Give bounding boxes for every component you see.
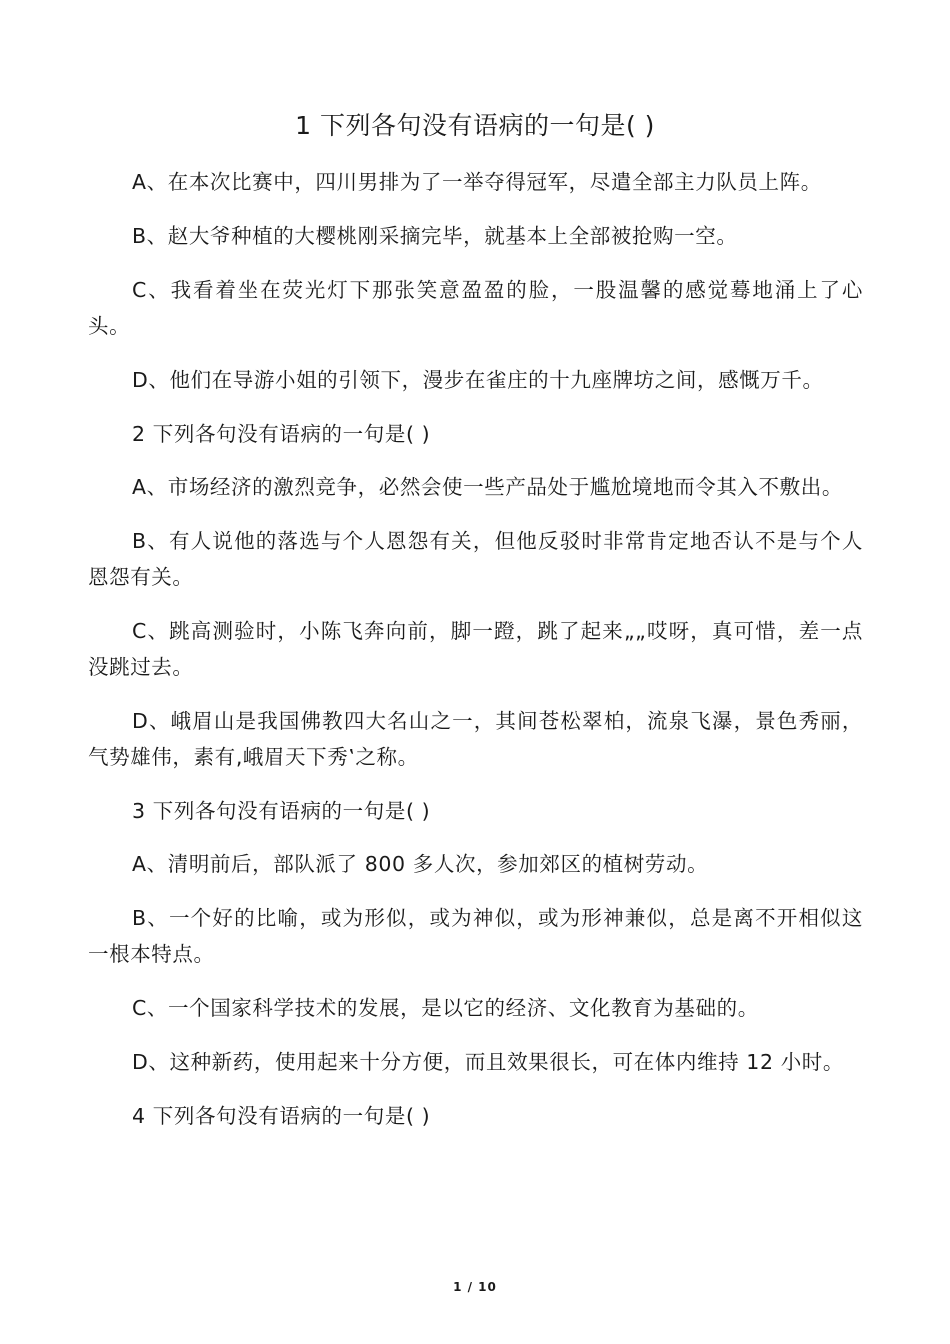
- option-paragraph: B、有人说他的落选与个人恩怨有关，但他反驳时非常肯定地否认不是与个人恩怨有关。: [88, 529, 863, 589]
- option-paragraph: A、清明前后，部队派了 800 多人次，参加郊区的植树劳动。: [132, 852, 709, 876]
- question-heading: 3 下列各句没有语病的一句是( ): [132, 799, 431, 823]
- page-number: 1 / 10: [453, 1280, 497, 1294]
- option-paragraph: D、峨眉山是我国佛教四大名山之一，其间苍松翠柏，流泉飞瀑，景色秀丽，气势雄伟，素有‚峨眉天下秀‛之称。: [88, 709, 863, 769]
- option-paragraph: B、赵大爷种植的大樱桃刚采摘完毕，就基本上全部被抢购一空。: [132, 224, 738, 248]
- page-title: 1 下列各句没有语病的一句是( ): [295, 111, 655, 140]
- option-paragraph: C、跳高测验时，小陈飞奔向前，脚一蹬，跳了起来„„哎呀，真可惜，差一点没跳过去。: [88, 619, 863, 679]
- document-body: [88, 164, 863, 1151]
- option-paragraph: A、在本次比赛中，四川男排为了一举夺得冠军，尽遣全部主力队员上阵。: [132, 170, 822, 194]
- question-heading: 4 下列各句没有语病的一句是( ): [132, 1104, 431, 1128]
- question-heading: 2 下列各句没有语病的一句是( ): [132, 422, 431, 446]
- option-paragraph: A、市场经济的激烈竞争，必然会使一些产品处于尴尬境地而令其入不敷出。: [132, 475, 843, 499]
- option-paragraph: D、这种新药，使用起来十分方便，而且效果很长，可在体内维持 12 小时。: [132, 1050, 845, 1074]
- option-paragraph: C、我看着坐在荧光灯下那张笑意盈盈的脸，一股温馨的感觉蓦地涌上了心头。: [88, 278, 863, 338]
- option-paragraph: D、他们在导游小姐的引领下，漫步在雀庄的十九座牌坊之间，感慨万千。: [132, 368, 824, 392]
- option-paragraph: C、一个国家科学技术的发展，是以它的经济、文化教育为基础的。: [132, 996, 759, 1020]
- option-paragraph: B、一个好的比喻，或为形似，或为神似，或为形神兼似，总是离不开相似这一根本特点。: [88, 906, 863, 966]
